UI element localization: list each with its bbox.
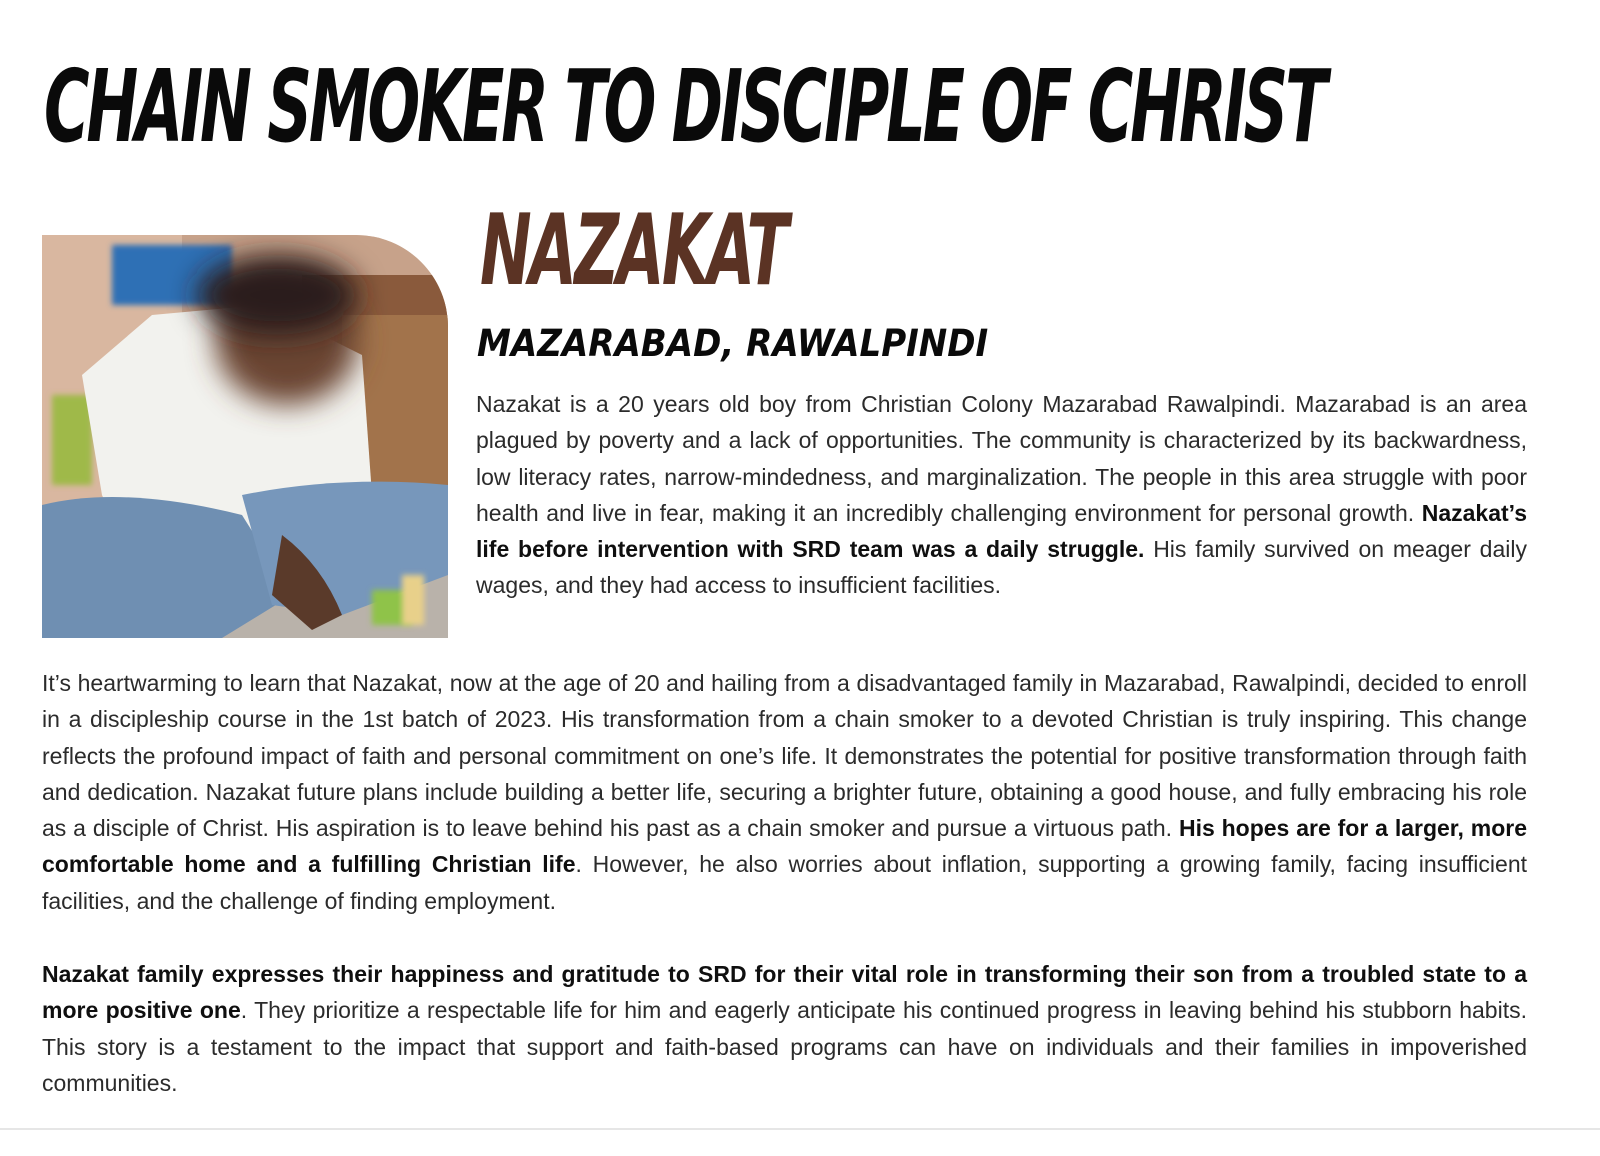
page-headline: CHAIN SMOKER TO DISCIPLE OF CHRIST xyxy=(44,48,1325,165)
gratitude-paragraph xyxy=(42,956,1527,1101)
intro-paragraph xyxy=(476,386,1527,604)
transformation-paragraph xyxy=(42,665,1527,919)
profile-photo-illustration xyxy=(42,235,448,638)
intro-text-a: Nazakat is a 20 years old boy from Christian Colony Mazarabad Rawalpindi. Mazarabad is an area plagued by poverty and a lack of opportunities. The community is characterized by its backwardness, low literacy rates, narrow-mindedness, and marginalization. The people in this area struggle with poor health and live in fear, making it an incredibly challenging environment for personal growth. xyxy=(476,391,1527,526)
transformation-text-a: It’s heartwarming to learn that Nazakat, now at the age of 20 and hailing from a disadvantaged family in Mazarabad, Rawalpindi, decided to enroll in a discipleship course in the 1st batch of 2023. His transformation from a chain smoker to a devoted Christian is truly inspiring. This change reflects the profound impact of faith and personal commitment on one’s life. It demonstrates the potential for positive transformation through faith and dedication. Nazakat future plans include building a better life, securing a brighter future, obtaining a good house, and fully embracing his role as a disciple of Christ. His aspiration is to leave behind his past as a chain smoker and pursue a virtuous path. xyxy=(42,670,1527,842)
gratitude-text-a: . They prioritize a respectable life for him and eagerly anticipate his continued progress in leaving behind his stubborn habits. This story is a testament to the impact that support and faith-based programs can have on individuals and their families in impoverished communities. xyxy=(42,997,1527,1096)
transformation-bold-a: His hopes are for a larger, more comfortable home and a fulfilling Christian life xyxy=(42,815,1527,878)
transformation-text-b: . However, he also worries about inflation, supporting a growing family, facing insufficient facilities, and the challenge of finding employment. xyxy=(42,851,1528,914)
profile-name: NAZAKAT xyxy=(480,194,787,308)
intro-bold-a: Nazakat’s life before intervention with SRD team was a daily struggle. xyxy=(476,499,1527,563)
intro-text-b: His family survived on meager daily wages, and they had access to insufficient facilities. xyxy=(476,536,1527,599)
page-bottom-divider xyxy=(0,1128,1600,1130)
gratitude-bold-a: Nazakat family expresses their happiness and gratitude to SRD for their vital role in transforming their son from a troubled state to a more positive one xyxy=(42,961,1527,1024)
profile-location: MAZARABAD, RAWALPINDI xyxy=(477,322,989,365)
profile-photo xyxy=(42,235,448,638)
